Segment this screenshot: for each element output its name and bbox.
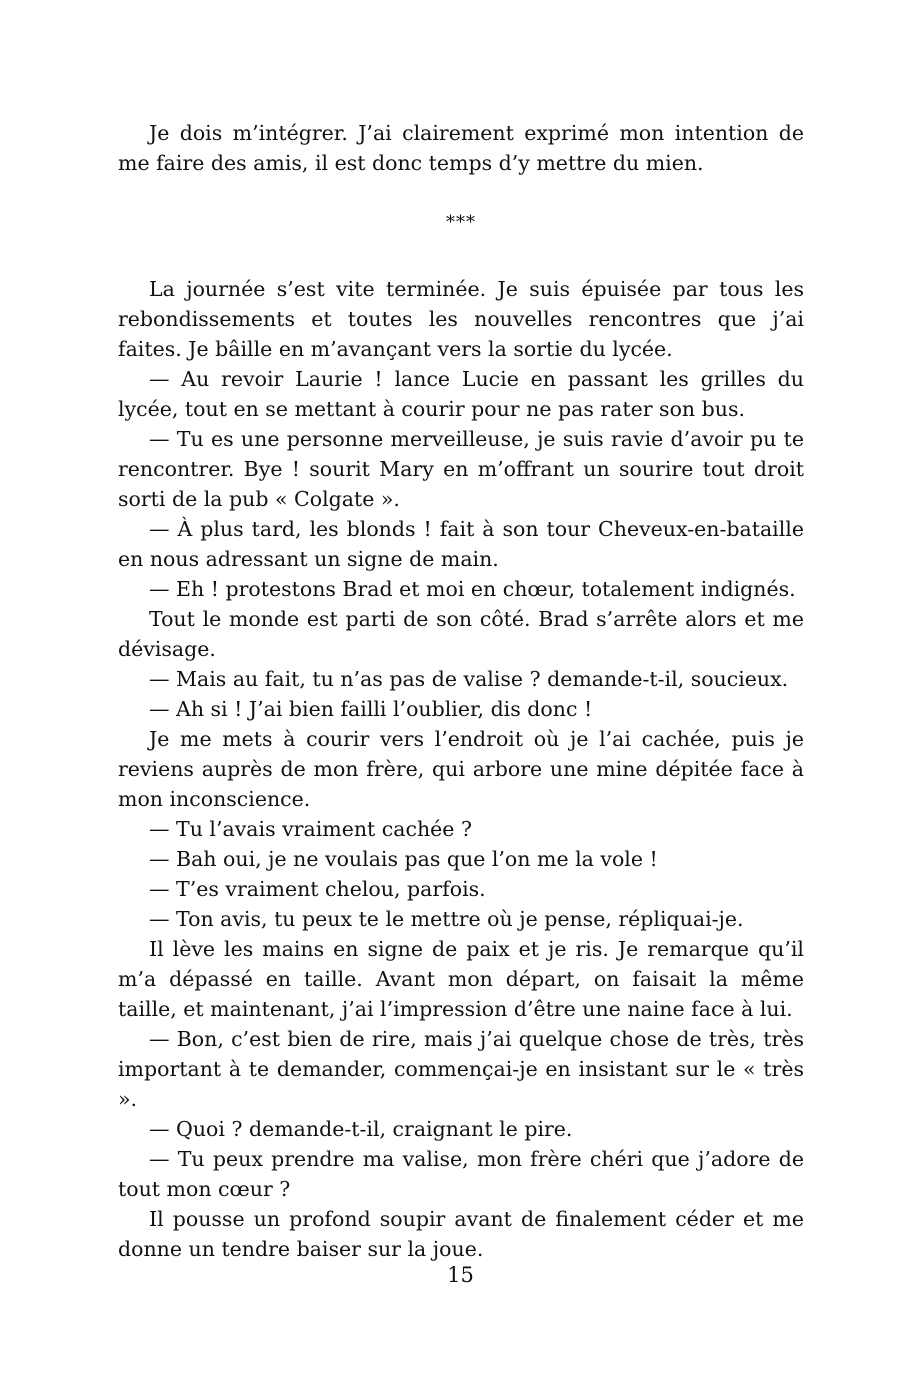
dialogue-line: — À plus tard, les blonds ! fait à son tour Cheveux-en-bataille en nous adressant un signe de main. (118, 517, 804, 571)
paragraph: Il pousse un profond soupir avant de finalement céder et me donne un tendre baiser sur la joue. (118, 1207, 804, 1261)
dialogue-line: — Au revoir Laurie ! lance Lucie en passant les grilles du lycée, tout en se mettant à courir pour ne pas rater son bus. (118, 367, 804, 421)
dialogue-line: — T’es vraiment chelou, parfois. (149, 877, 486, 901)
dialogue-line: — Tu peux prendre ma valise, mon frère chéri que j’adore de tout mon cœur ? (118, 1147, 804, 1201)
paragraph: La journée s’est vite terminée. Je suis épuisée par tous les rebondissements et toutes les nouvelles rencontres que j’ai faites. Je bâille en m’avançant vers la sortie du lycée. (118, 277, 804, 361)
dialogue-line: — Ah si ! J’ai bien failli l’oublier, dis donc ! (149, 697, 593, 721)
paragraph: Il lève les mains en signe de paix et je ris. Je remarque qu’il m’a dépassé en taille. Avant mon départ, on faisait la même taille, et maintenant, j’ai l’impression d’être une naine face à lui. (118, 937, 804, 1021)
dialogue-line: — Bon, c’est bien de rire, mais j’ai quelque chose de très, très important à te demander, commençai-je en insistant sur le « très ». (118, 1027, 804, 1111)
scene-separator: *** (446, 212, 476, 233)
paragraph: Tout le monde est parti de son côté. Brad s’arrête alors et me dévisage. (118, 607, 804, 661)
page-number: 15 (447, 1263, 474, 1287)
dialogue-line: — Eh ! protestons Brad et moi en chœur, totalement indignés. (149, 577, 796, 601)
book-page (118, 118, 804, 1278)
dialogue-line: — Mais au fait, tu n’as pas de valise ? demande-t-il, soucieux. (149, 667, 789, 691)
intro-paragraph: Je dois m’intégrer. J’ai clairement exprimé mon intention de me faire des amis, il est donc temps d’y mettre du mien. (118, 121, 804, 175)
paragraph: Je me mets à courir vers l’endroit où je l’ai cachée, puis je reviens auprès de mon frère, qui arbore une mine dépitée face à mon inconscience. (118, 727, 804, 811)
dialogue-line: — Tu es une personne merveilleuse, je suis ravie d’avoir pu te rencontrer. Bye ! sourit Mary en m’offrant un sourire tout droit sorti de la pub « Colgate ». (118, 427, 804, 511)
dialogue-line: — Bah oui, je ne voulais pas que l’on me la vole ! (149, 847, 658, 871)
dialogue-line: — Ton avis, tu peux te le mettre où je pense, répliquai-je. (149, 907, 744, 931)
dialogue-line: — Tu l’avais vraiment cachée ? (149, 817, 472, 841)
dialogue-line: — Quoi ? demande-t-il, craignant le pire. (149, 1117, 573, 1141)
